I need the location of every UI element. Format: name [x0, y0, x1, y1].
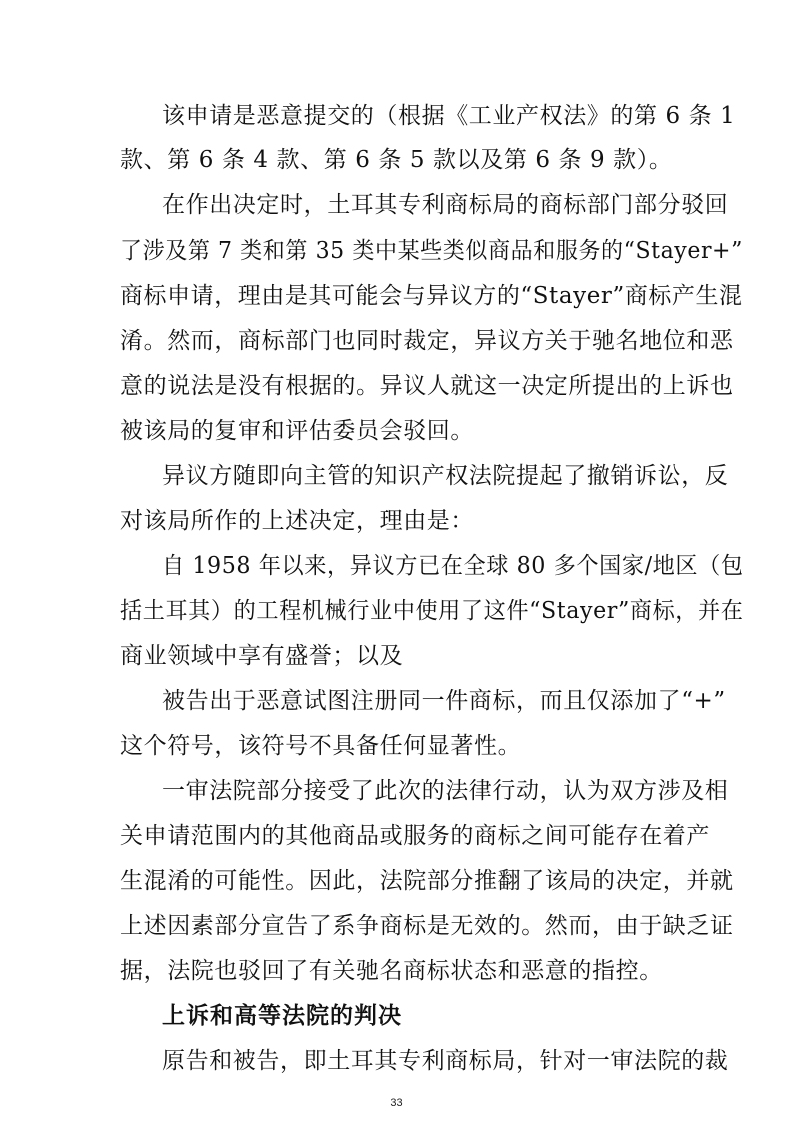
body-line: 这个符号，该符号不具备任何显著性。 — [120, 733, 522, 759]
body-line: 异议方随即向主管的知识产权法院提起了撤销诉讼，反 — [162, 463, 729, 489]
body-line: 上述因素部分宣告了系争商标是无效的。然而，由于缺乏证 — [120, 913, 734, 939]
body-line: 淆。然而，商标部门也同时裁定，异议方关于驰名地位和恶 — [120, 328, 734, 354]
body-line: 款、第 6 条 4 款、第 6 条 5 款以及第 6 条 9 款）。 — [120, 147, 673, 173]
body-line: 被该局的复审和评估委员会驳回。 — [120, 418, 474, 444]
body-line: 被告出于恶意试图注册同一件商标，而且仅添加了“+” — [162, 688, 726, 714]
body-line: 了涉及第 7 类和第 35 类中某些类似商品和服务的“Stayer+” — [120, 238, 743, 264]
body-line: 生混淆的可能性。因此，法院部分推翻了该局的决定，并就 — [120, 868, 734, 894]
body-line: 商业领域中享有盛誉；以及 — [120, 643, 404, 669]
body-line: 对该局所作的上述决定，理由是： — [120, 508, 474, 534]
body-line: 据，法院也驳回了有关驰名商标状态和恶意的指控。 — [120, 958, 663, 984]
body-line: 一审法院部分接受了此次的法律行动，认为双方涉及相 — [162, 778, 729, 804]
body-line: 原告和被告，即土耳其专利商标局，针对一审法院的裁 — [162, 1048, 729, 1074]
body-line: 该申请是恶意提交的（根据《工业产权法》的第 6 条 1 — [162, 103, 736, 129]
section-heading: 上诉和高等法院的判决 — [162, 1003, 402, 1029]
page-number: 33 — [390, 1097, 403, 1109]
body-line: 括土耳其）的工程机械行业中使用了这件“Stayer”商标，并在 — [120, 598, 744, 624]
body-line: 商标申请，理由是其可能会与异议方的“Stayer”商标产生混 — [120, 283, 743, 309]
body-line: 在作出决定时，土耳其专利商标局的商标部门部分驳回 — [162, 192, 729, 218]
body-line: 意的说法是没有根据的。异议人就这一决定所提出的上诉也 — [120, 373, 734, 399]
body-line: 自 1958 年以来，异议方已在全球 80 多个国家/地区（包 — [162, 553, 744, 579]
body-line: 关申请范围内的其他商品或服务的商标之间可能存在着产 — [120, 823, 710, 849]
